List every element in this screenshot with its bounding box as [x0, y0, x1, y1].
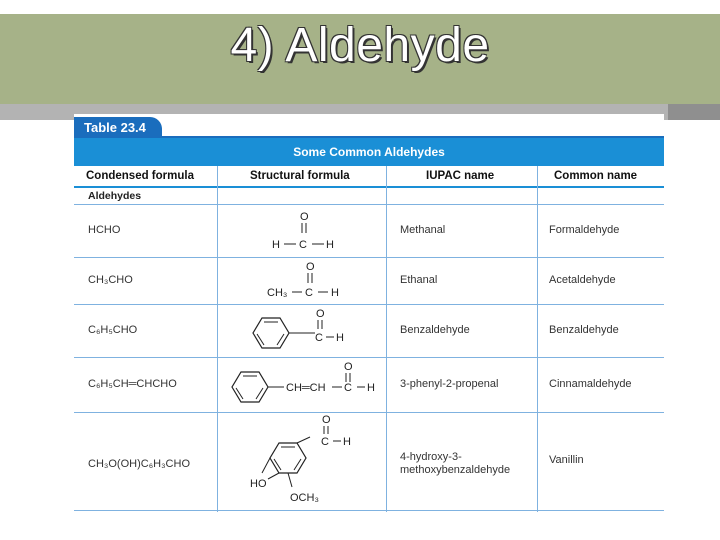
structure-vanillin [218, 413, 386, 510]
atom-hydrogen: H [326, 239, 334, 251]
header-iupac-name: IUPAC name [426, 170, 495, 182]
row-divider [74, 204, 664, 205]
atom-carbon: C [315, 332, 323, 344]
atom-methoxy: OCH₃ [290, 492, 319, 504]
atom-oxygen: O [306, 261, 315, 273]
table-header-row [74, 166, 664, 188]
title-rule-accent [668, 104, 720, 120]
aldehyde-table [74, 114, 664, 512]
iupac-name-cinnamaldehyde: 3-phenyl-2-propenal [400, 378, 499, 390]
condensed-formula-acetaldehyde: CH₃CHO [88, 274, 133, 286]
condensed-formula-benzaldehyde: C₆H₅CHO [88, 324, 138, 336]
common-name-benzaldehyde: Benzaldehyde [549, 324, 619, 336]
structure-formaldehyde [218, 206, 386, 256]
structure-cinnamaldehyde [218, 358, 386, 412]
atom-hydroxyl: HO [250, 478, 267, 490]
column-divider [537, 166, 538, 512]
condensed-formula-vanillin: CH₃O(OH)C₆H₃CHO [88, 458, 190, 470]
table-number-tab: Table 23.4 [74, 117, 162, 138]
atom-oxygen: O [316, 308, 325, 320]
common-name-cinnamaldehyde: Cinnamaldehyde [549, 378, 632, 390]
column-divider [386, 166, 387, 512]
atom-oxygen: O [300, 211, 309, 223]
header-condensed-formula: Condensed formula [86, 170, 194, 182]
atom-hydrogen: H [331, 287, 339, 299]
atom-hydrogen: H [272, 239, 280, 251]
iupac-name-benzaldehyde: Benzaldehyde [400, 324, 470, 336]
common-name-acetaldehyde: Acetaldehyde [549, 274, 616, 286]
common-name-vanillin: Vanillin [549, 454, 584, 466]
header-common-name: Common name [554, 170, 638, 182]
atom-hydrogen: H [336, 332, 344, 344]
structure-acetaldehyde [218, 258, 386, 304]
atom-carbon: C [299, 239, 307, 251]
atom-carbon: C [344, 382, 352, 394]
slide-title: 4) Aldehyde [230, 18, 490, 72]
condensed-formula-formaldehyde: HCHO [88, 224, 121, 236]
atom-oxygen: O [322, 414, 331, 426]
condensed-formula-cinnamaldehyde: C₆H₅CH═CHCHO [88, 378, 177, 390]
common-name-formaldehyde: Formaldehyde [549, 224, 620, 236]
section-label-aldehydes: Aldehydes [88, 190, 142, 202]
row-divider [74, 510, 664, 511]
structure-benzaldehyde [218, 305, 386, 357]
table-caption: Some Common Aldehydes [74, 138, 664, 166]
atom-hydrogen: H [367, 382, 375, 394]
atom-hydrogen: H [343, 436, 351, 448]
iupac-name-formaldehyde: Methanal [400, 224, 446, 236]
iupac-name-acetaldehyde: Ethanal [400, 274, 438, 286]
iupac-name-vanillin: 4-hydroxy-3-methoxybenzaldehyde [400, 451, 511, 476]
atom-carbon: C [305, 287, 313, 299]
atom-carbon: C [321, 436, 329, 448]
atom-methyl: CH₃ [267, 287, 288, 299]
atom-vinyl-group: CH═CH [286, 382, 326, 394]
atom-oxygen: O [344, 361, 353, 373]
header-structural-formula: Structural formula [250, 170, 350, 182]
